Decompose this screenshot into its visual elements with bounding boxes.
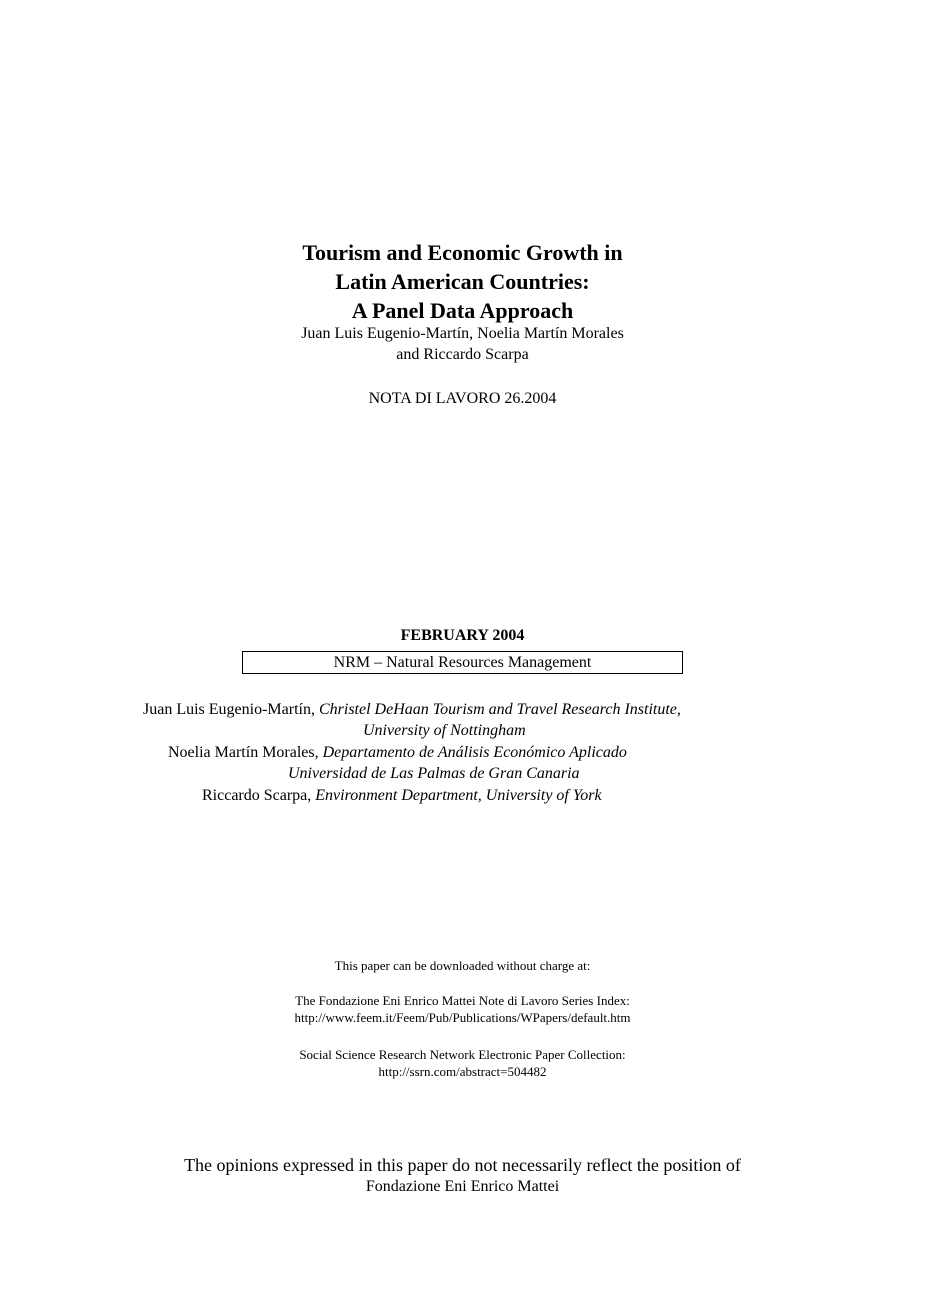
feem-download-block: [0, 992, 925, 1026]
title-line-2: Latin American Countries:: [335, 269, 590, 294]
disclaimer-line-2: Fondazione Eni Enrico Mattei: [365, 1178, 560, 1195]
affiliation-1-cont: [363, 720, 526, 741]
affiliation-2-university: Universidad de Las Palmas de Gran Canaria: [288, 765, 580, 782]
title-line-1: Tourism and Economic Growth in: [302, 240, 623, 265]
paper-title: [0, 238, 925, 325]
affiliation-3-institution: Environment Department, University of York: [315, 787, 602, 804]
affiliation-1: [143, 699, 681, 720]
affiliation-3: [202, 785, 602, 806]
publication-date: FEBRUARY 2004: [400, 627, 525, 644]
author-list: [0, 323, 925, 365]
working-paper-number: NOTA DI LAVORO 26.2004: [368, 390, 557, 407]
disclaimer-line-1: The opinions expressed in this paper do not necessarily reflect the position of: [184, 1155, 741, 1175]
download-intro: This paper can be downloaded without charge at:: [334, 958, 591, 973]
affiliation-1-university: University of Nottingham: [363, 722, 526, 739]
affiliation-1-institution: Christel DeHaan Tourism and Travel Research Institute,: [318, 701, 681, 718]
feem-url-link[interactable]: http://www.feem.it/Feem/Pub/Publications/WPapers/default.htm: [294, 1010, 631, 1025]
affiliation-2: [168, 742, 627, 763]
ssrn-label: Social Science Research Network Electronic Paper Collection:: [299, 1047, 626, 1062]
affiliation-2-institution: Departamento de Análisis Económico Aplicado: [322, 744, 627, 761]
feem-label: The Fondazione Eni Enrico Mattei Note di Lavoro Series Index:: [295, 993, 630, 1008]
author-line-2: and Riccardo Scarpa: [396, 346, 529, 363]
affiliation-2-cont: [288, 763, 580, 784]
ssrn-download-block: [0, 1046, 925, 1080]
affiliation-3-name: Riccardo Scarpa,: [202, 787, 312, 804]
author-line-1: Juan Luis Eugenio-Martín, Noelia Martín Morales: [301, 325, 624, 342]
ssrn-url-link[interactable]: http://ssrn.com/abstract=504482: [378, 1064, 547, 1079]
title-line-3: A Panel Data Approach: [351, 298, 574, 323]
affiliation-2-name: Noelia Martín Morales,: [168, 744, 319, 761]
affiliation-1-name: Juan Luis Eugenio-Martín,: [143, 701, 315, 718]
series-box: [242, 651, 683, 674]
series-label: NRM – Natural Resources Management: [333, 654, 592, 671]
disclaimer: [0, 1154, 925, 1198]
